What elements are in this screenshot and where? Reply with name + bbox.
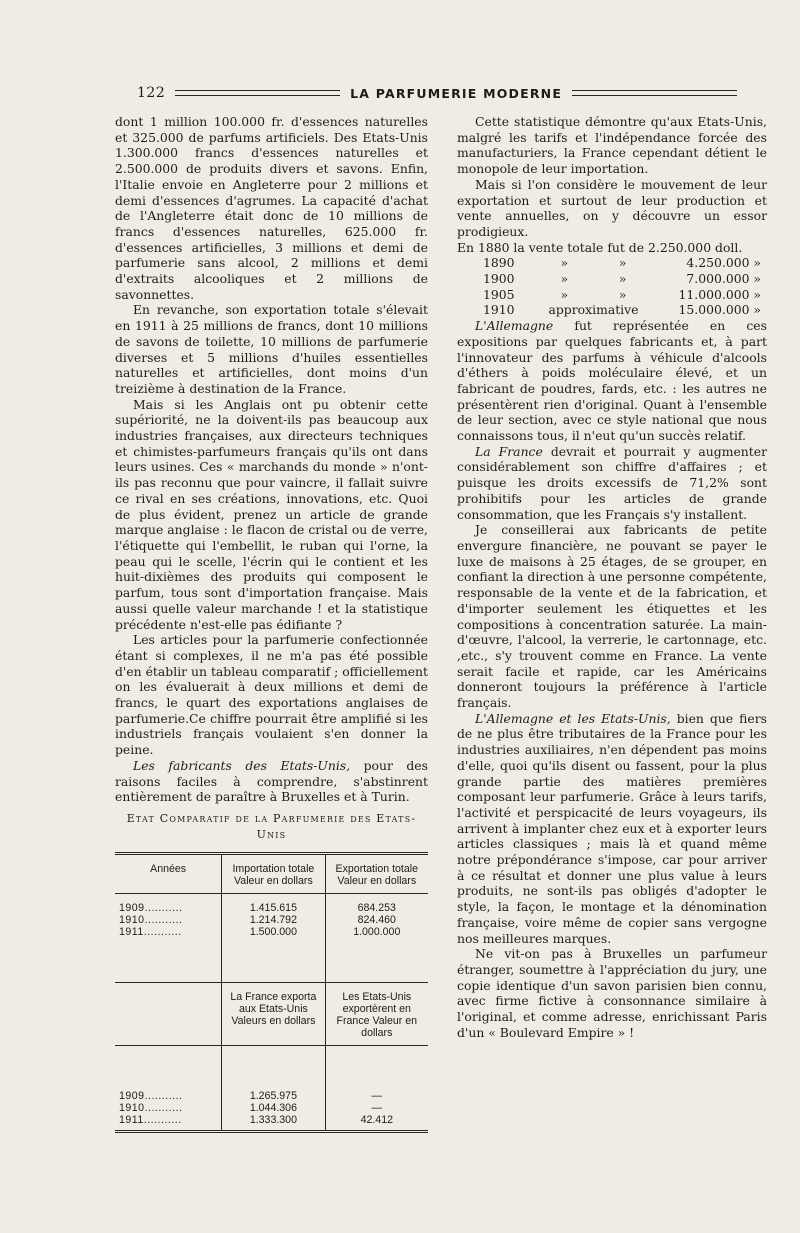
italic-phrase: La France [475, 443, 543, 459]
header-years: Années [115, 854, 222, 894]
year-cell: 1910 [119, 914, 145, 927]
italic-phrase: Les fabricants des Etats-Unis, [133, 757, 351, 773]
year-cell: 1909 [119, 902, 145, 915]
paragraph [457, 444, 767, 523]
paragraph: Les articles pour la parfumerie confectionnée étant si complexes, il ne m'a pas été possible d'en établir un tableau comparatif ; officiellement on les évaluerait à deux millions et demi de francs, le quart des exportations anglaises de parfumerie.Ce chiffre pourrait être amplifié si les industriels français voulaient s'en donner la peine. [115, 632, 428, 758]
year-cell: 1911 [119, 1114, 144, 1127]
ditto-mark: » [618, 255, 627, 271]
table-row: 1909........... 1.265.975 — [115, 1090, 428, 1102]
header-us-export: Les Etats-Unis exportèrent en France Valeur en dollars [325, 983, 428, 1046]
paragraph: Je conseillerai aux fabricants de petite envergure financière, ne pouvant se payer le luxe de maisons à 25 étages, de se grouper, en confiant la direction à une personne compétente, responsable de la vente et de la fabrication, et d'importer seulement les étiquettes et les compositions à concentration saturée. La main-d'œuvre, l'alcool, la verrerie, le cartonnage, etc. ,etc., s'y trouvent comme en France. La vente serait facile et rapide, car les Américains donneront toujours la préférence à l'article français. [457, 522, 767, 711]
sales-amount: 7.000.000 » [686, 271, 761, 287]
table-title: Etat Comparatif de la Parfumerie des Etats-Unis [126, 811, 417, 841]
paragraph: En revanche, son exportation totale s'élevait en 1911 à 25 millions de francs, dont 10 millions de savons de toilette, 10 millions de parfumerie diverses et 5 millions d'huiles essentielles naturelles et artificielles, dont moins d'un treizième à destination de la France. [115, 302, 428, 396]
header-rule-left [175, 90, 340, 96]
sales-row [457, 302, 767, 318]
sales-year: 1900 [483, 271, 515, 287]
export-cell: 824.460 [325, 914, 428, 926]
ditto-mark: » [618, 271, 627, 287]
page-header [137, 84, 737, 102]
sales-amount: 15.000.000 » [678, 302, 761, 318]
sales-year: 1890 [483, 255, 515, 271]
sales-qualifier: approximative [548, 302, 639, 318]
paragraph-text: bien que fiers de ne plus être tributaires de la France pour les industries auxiliaires, n'en dépendent pas moins d'elle, quoi qu'ils disent ou fassent, pour la plus grande partie des matières premières composant leur parfumerie. Grâce à leurs tarifs, l'activité et perspicacité de leurs voyageurs, ils arrivent à implanter chez eux et à exporter leurs articles classiques ; mais là et quand même notre prépondérance s'impose, car pour arriver à ce résultat et donner une plus value à leurs produits, ne sont-ils pas obligés d'adopter le style, la façon, le montage et la dénomination française, voire même de copier sans vergogne nos meilleures marques. [457, 710, 767, 946]
year-cell: 1910 [119, 1102, 145, 1115]
paragraph [115, 758, 428, 805]
sales-row [457, 287, 767, 303]
sales-amount: 4.250.000 » [686, 255, 761, 271]
year-cell: 1911 [119, 926, 144, 939]
table-row: 1909........... 1.415.615 684.253 [115, 902, 428, 914]
france-cell: 1.333.300 [222, 1114, 325, 1126]
paragraph-text: pour des raisons faciles à comprendre, s'abstinrent entièrement de paraître à Bruxelles et à Turin. [115, 757, 429, 805]
paragraph: Cette statistique démontre qu'aux Etats-Unis, malgré les tarifs et l'indépendance forcée des manufacturiers, la France cependant détient le monopole de leur importation. [457, 114, 767, 177]
france-cell: 1.265.975 [222, 1090, 325, 1102]
import-cell: 1.500.000 [222, 926, 325, 938]
ditto-mark: » [560, 286, 569, 302]
paragraph-text: devrait et pourrait y augmenter considérablement son chiffre d'affaires ; et puisque les droits excessifs de 71,2% sont prohibitifs pour les articles de grande consommation, que les Français s'y installent. [457, 443, 768, 522]
header-france-export: La France exporta aux Etats-Unis Valeurs en dollars [222, 983, 325, 1046]
left-column [115, 114, 428, 1133]
import-cell: 1.214.792 [222, 914, 325, 926]
us-cell: 42.412 [325, 1114, 428, 1126]
paragraph: Mais si l'on considère le mouvement de leur exportation et surtout de leur production et vente annuelles, on y découvre un essor prodigieux. [457, 176, 767, 239]
table-row: 1910........... 1.044.306 — [115, 1102, 428, 1114]
header-export: Exportation totale Valeur en dollars [325, 854, 428, 894]
table-row: 1910........... 1.214.792 824.460 [115, 914, 428, 926]
sales-year: 1905 [483, 286, 515, 302]
sales-year: 1910 [483, 302, 515, 318]
ditto-mark: » [618, 286, 627, 302]
paragraph-text: fut représentée en ces expositions par quelques fabricants et, à part l'innovateur des parfums à véhicule d'alcools d'éthers à poids moléculaire élevé, et un fabricant de poudres, fards, etc. : les autres ne présentèrent rien d'original. Quant à l'ensemble de leur section, avec ce style national que nous connaissons tous, il n'eut qu'un succès relatif. [457, 318, 767, 444]
us-cell: — [325, 1090, 428, 1102]
ditto-mark: » [560, 271, 569, 287]
header-rule-right [572, 90, 737, 96]
journal-title: LA PARFUMERIE MODERNE [350, 85, 563, 101]
right-column [457, 114, 767, 1040]
sales-row [457, 255, 767, 271]
table-header-row [115, 854, 428, 894]
statistics-table [115, 852, 428, 1133]
sales-table [457, 255, 767, 318]
export-cell: 1.000.000 [325, 926, 428, 938]
france-cell: 1.044.306 [222, 1102, 325, 1114]
paragraph [457, 711, 767, 947]
italic-phrase: L'Allemagne [475, 318, 554, 334]
paragraph: Ne vit-on pas à Bruxelles un parfumeur étranger, soumettre à l'appréciation du jury, une copie identique d'un savon parisien bien connu, avec firme fictive à consonnance similaire à l'original, et comme adresse, enrichissant Paris d'un « Boulevard Empire » ! [457, 946, 767, 1040]
italic-phrase: L'Allemagne et les Etats-Unis, [475, 710, 671, 726]
header-import: Importation totale Valeur en dollars [222, 854, 325, 894]
table-row: 1911........... 1.500.000 1.000.000 [115, 926, 428, 938]
table-subheader-row [115, 983, 428, 1046]
ditto-mark: » [560, 255, 569, 271]
import-cell: 1.415.615 [222, 902, 325, 914]
page-number: 122 [137, 85, 166, 101]
sales-amount: 11.000.000 » [678, 286, 761, 302]
sales-intro: En 1880 la vente totale fut de 2.250.000 doll. [457, 239, 743, 255]
sales-row [457, 271, 767, 287]
table-row: 1911........... 1.333.300 42.412 [115, 1114, 428, 1126]
paragraph: dont 1 million 100.000 fr. d'essences naturelles et 325.000 de parfums artificiels. Des Etats-Unis 1.300.000 francs d'essences naturelles et 2.500.000 de produits divers et savons. Enfin, l'Italie envoie en Angleterre pour 2 millions et demi d'essences d'agrumes. La capacité d'achat de l'Angleterre était donc de 10 millions de francs d'essences naturelles, 625.000 fr. d'essences artificielles, 3 millions et demi de parfumerie sans alcool, 2 millions et demi d'extraits alcooliques et 2 millions de savonnettes. [115, 114, 428, 302]
paragraph: Mais si les Anglais ont pu obtenir cette supériorité, ne la doivent-ils pas beaucoup aux industries françaises, aux directeurs techniques et chimistes-parfumeurs français qu'ils ont dans leurs usines. Ces « marchands du monde » n'ont-ils pas reconnu que pour vaincre, il fallait suivre ce rival en ses créations, innovations, etc. Quoi de plus évident, prenez un article de grande marque anglaise : le flacon de cristal ou de verre, l'étiquette qui l'embellit, le ruban qui l'orne, la peau qui le scelle, l'écrin qui le contient et les huit-dixièmes des produits qui composent le parfum, tous sont d'importation française. Mais aussi quelle valeur marchande ! et la statistique précédente n'est-elle pas édifiante ? [115, 396, 428, 632]
paragraph [457, 318, 767, 444]
year-cell: 1909 [119, 1090, 145, 1103]
us-cell: — [325, 1102, 428, 1114]
export-cell: 684.253 [325, 902, 428, 914]
